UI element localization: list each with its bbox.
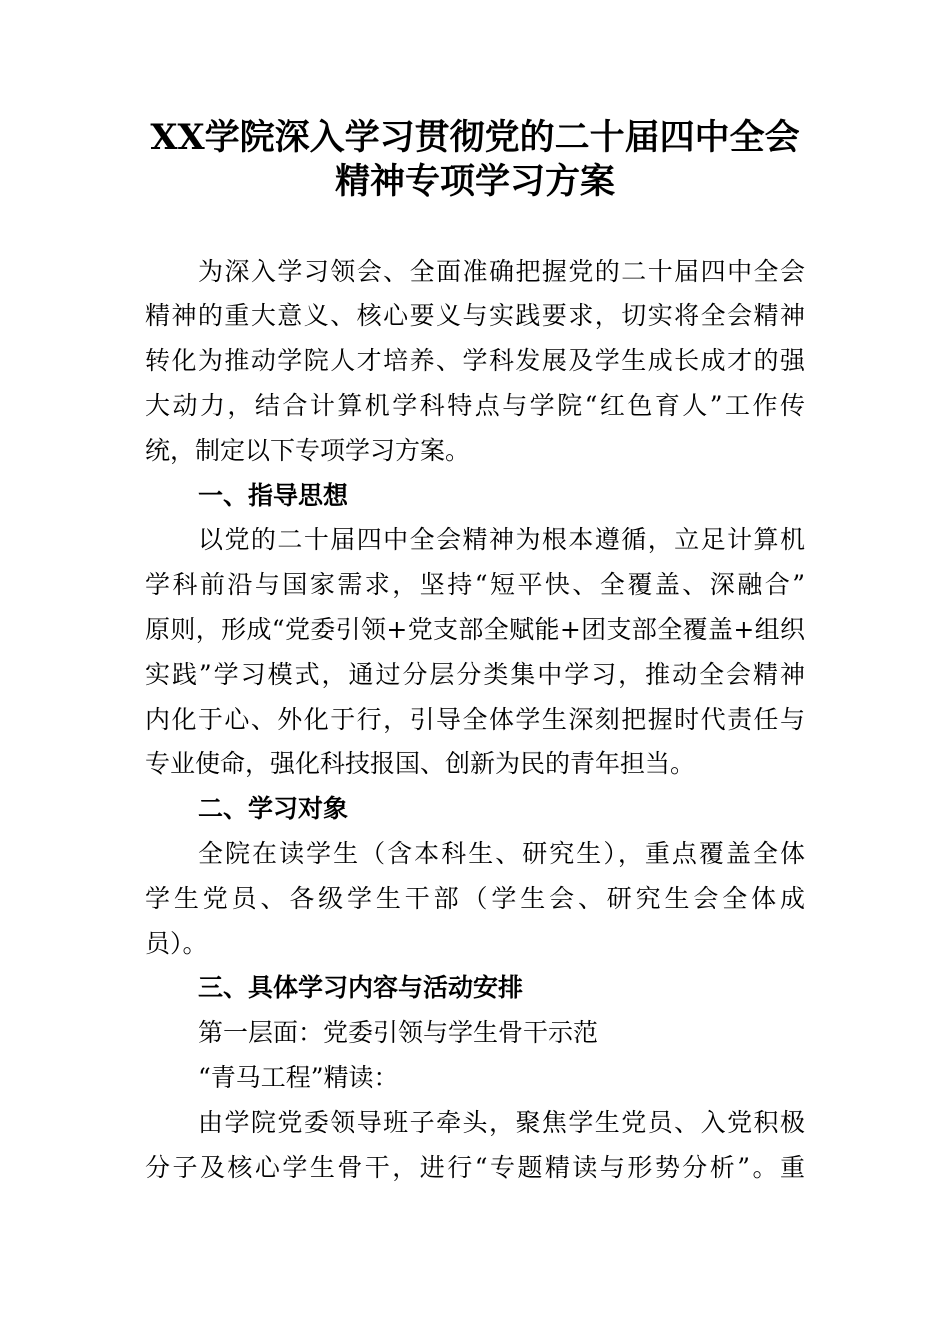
section-heading (145, 966, 805, 1011)
text-line: 由学院党委领导班子牵头，聚焦学生党员、入党积极 (198, 1107, 805, 1137)
text-line: 原则，形成“党委引领+党支部全赋能+团支部全覆盖+组织 (145, 614, 805, 644)
paragraph (145, 1056, 805, 1101)
text-line: 分子及核心学生骨干，进行“专题精读与形势分析”。重 (145, 1152, 805, 1182)
text-line: 大动力，结合计算机学科特点与学院“红色育人”工作传 (145, 390, 805, 420)
text-line: 专业使命，强化科技报国、创新为民的青年担当。 (145, 749, 696, 779)
section-heading (145, 474, 805, 519)
text-line: 转化为推动学院人才培养、学科发展及学生成长成才的强 (145, 346, 805, 376)
title-line-1: XX学院深入学习贯彻党的二十届四中全会 (150, 117, 800, 158)
text-line: 一、指导思想 (198, 480, 349, 510)
text-line: 学生党员、各级学生干部（学生会、研究生会全体成 (145, 883, 805, 913)
section-heading (145, 787, 805, 832)
paragraph (145, 518, 805, 787)
paragraph (145, 250, 805, 474)
text-line: 实践”学习模式，通过分层分类集中学习，推动全会精神 (145, 659, 805, 689)
text-line: 二、学习对象 (198, 794, 349, 824)
text-line: 精神的重大意义、核心要义与实践要求，切实将全会精神 (145, 301, 805, 331)
text-line: 内化于心、外化于行，引导全体学生深刻把握时代责任与 (145, 704, 805, 734)
document-body (145, 250, 805, 1191)
text-line: 学科前沿与国家需求，坚持“短平快、全覆盖、深融合” (145, 570, 805, 600)
text-line: 以党的二十届四中全会精神为根本遵循，立足计算机 (198, 525, 805, 555)
document-title (0, 116, 950, 204)
text-line: 员）。 (145, 928, 208, 958)
text-line: 三、具体学习内容与活动安排 (198, 973, 524, 1003)
text-line: 全院在读学生（含本科生、研究生），重点覆盖全体 (198, 838, 805, 868)
text-line: 为深入学习领会、全面准确把握党的二十届四中全会 (198, 256, 805, 286)
text-line: “青马工程”精读： (198, 1062, 399, 1092)
paragraph (145, 1011, 805, 1056)
paragraph (145, 1101, 805, 1191)
text-line: 第一层面：党委引领与学生骨干示范 (198, 1018, 599, 1048)
text-line: 统，制定以下专项学习方案。 (145, 435, 471, 465)
title-line-2: 精神专项学习方案 (334, 161, 615, 202)
paragraph (145, 832, 805, 966)
